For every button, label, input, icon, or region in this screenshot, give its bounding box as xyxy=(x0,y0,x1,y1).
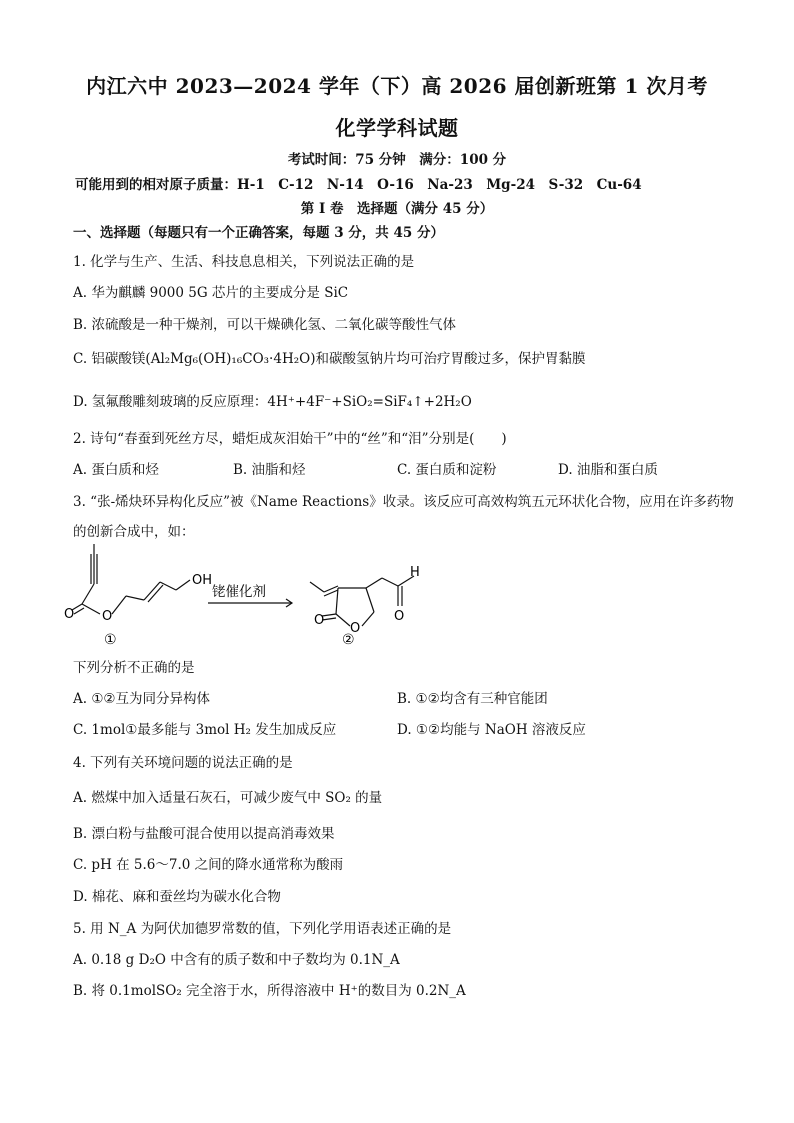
ester-carbonyl-o-label: O xyxy=(64,607,75,622)
question-3-option-a: A. ①②互为同分异构体 xyxy=(73,691,211,707)
question-4-stem: 4. 下列有关环境问题的说法正确的是 xyxy=(73,755,293,771)
ring-bond-3 xyxy=(362,612,374,626)
reaction-scheme xyxy=(60,540,480,650)
ring-o-label: O xyxy=(350,621,361,636)
question-3-stem-continued: 的创新合成中，如： xyxy=(73,524,195,540)
compound-2-label: ② xyxy=(342,632,355,648)
aldehyde-h-label: H xyxy=(410,565,420,580)
o-ch2-bond xyxy=(112,596,126,614)
question-2-option-d: D. 油脂和蛋白质 xyxy=(558,462,658,478)
lactone-carbonyl-o-label: O xyxy=(314,613,325,628)
question-2-option-b: B. 油脂和烃 xyxy=(233,462,306,478)
question-4-option-c: C. pH 在 5.6～7.0 之间的降水通常称为酸雨 xyxy=(73,857,344,873)
ester-c-o-single xyxy=(82,604,100,614)
question-3-option-b: B. ①②均含有三种官能团 xyxy=(397,691,548,707)
compound-1-label: ① xyxy=(104,632,117,648)
exam-info: 考试时间：75 分钟 满分：100 分 xyxy=(287,152,507,168)
question-3-option-d: D. ①②均能与 NaOH 溶液反应 xyxy=(397,722,586,738)
ethylidene-ch3-bond xyxy=(310,582,324,592)
ester-o-label: O xyxy=(102,609,113,624)
part-title: 一、选择题（每题只有一个正确答案，每题 3 分，共 45 分） xyxy=(73,225,444,241)
ch2-oh-bond xyxy=(176,580,190,590)
ring-bond-4 xyxy=(366,588,374,612)
question-5-option-a: A. 0.18 g D₂O 中含有的质子数和中子数均为 0.1N_A xyxy=(73,952,400,968)
ch2-ch-bond xyxy=(126,596,144,600)
hydroxyl-label: OH xyxy=(192,573,213,588)
ring-bond-1 xyxy=(336,588,338,614)
carbonyl-carbon-bond xyxy=(82,584,94,604)
side-chain-bond-1 xyxy=(366,578,382,588)
section-title: 第 I 卷 选择题（满分 45 分） xyxy=(300,201,494,217)
question-1-option-a: A. 华为麒麟 9000 5G 芯片的主要成分是 SiC xyxy=(73,285,349,301)
question-2-option-c: C. 蛋白质和淀粉 xyxy=(397,462,497,478)
aldehyde-o-label: O xyxy=(394,609,405,624)
side-chain-bond-2 xyxy=(382,578,398,586)
question-5-option-b: B. 将 0.1molSO₂ 完全溶于水，所得溶液中 H⁺的数目为 0.2N_A xyxy=(73,983,466,999)
question-4-option-a: A. 燃煤中加入适量石灰石，可减少废气中 SO₂ 的量 xyxy=(73,790,383,806)
ring-bond-2 xyxy=(336,614,350,626)
catalyst-label: 铑催化剂 xyxy=(212,584,266,600)
subject-title: 化学学科试题 xyxy=(335,116,459,140)
question-2-option-a: A. 蛋白质和烃 xyxy=(73,462,159,478)
question-1-stem: 1. 化学与生产、生活、科技息息相关，下列说法正确的是 xyxy=(73,254,415,270)
atomic-masses: 可能用到的相对原子质量：H-1 C-12 N-14 O-16 Na-23 Mg-24 S-32 Cu-64 xyxy=(75,177,642,193)
question-1-option-c: C. 铝碳酸镁(Al₂Mg₆(OH)₁₆CO₃·4H₂O)和碳酸氢钠片均可治疗胃酸过多，保护胃黏膜 xyxy=(73,351,586,367)
question-5-stem: 5. 用 N_A 为阿伏加德罗常数的值，下列化学用语表述正确的是 xyxy=(73,921,452,937)
exam-title: 内江六中 2023—2024 学年（下）高 2026 届创新班第 1 次月考 xyxy=(86,74,708,98)
question-1-option-b: B. 浓硫酸是一种干燥剂，可以干燥碘化氢、二氧化碳等酸性气体 xyxy=(73,317,457,333)
question-3-lead: 下列分析不正确的是 xyxy=(73,660,195,676)
question-3-option-c: C. 1mol①最多能与 3mol H₂ 发生加成反应 xyxy=(73,722,337,738)
question-4-option-b: B. 漂白粉与盐酸可混合使用以提高消毒效果 xyxy=(73,826,335,842)
ester-c-o-double-2 xyxy=(74,608,84,614)
question-2-stem: 2. 诗句“春蚕到死丝方尽，蜡炬成灰泪始干”中的“丝”和“泪”分别是( ) xyxy=(73,431,507,447)
question-3-stem: 3. “张-烯炔环异构化反应”被《Name Reactions》收录。该反应可高效构筑五元环状化合物，应用在许多药物 xyxy=(73,494,734,510)
question-1-option-d: D. 氢氟酸雕刻玻璃的反应原理：4H⁺+4F⁻+SiO₂=SiF₄↑+2H₂O xyxy=(73,394,472,410)
question-4-option-d: D. 棉花、麻和蚕丝均为碳水化合物 xyxy=(73,889,281,905)
